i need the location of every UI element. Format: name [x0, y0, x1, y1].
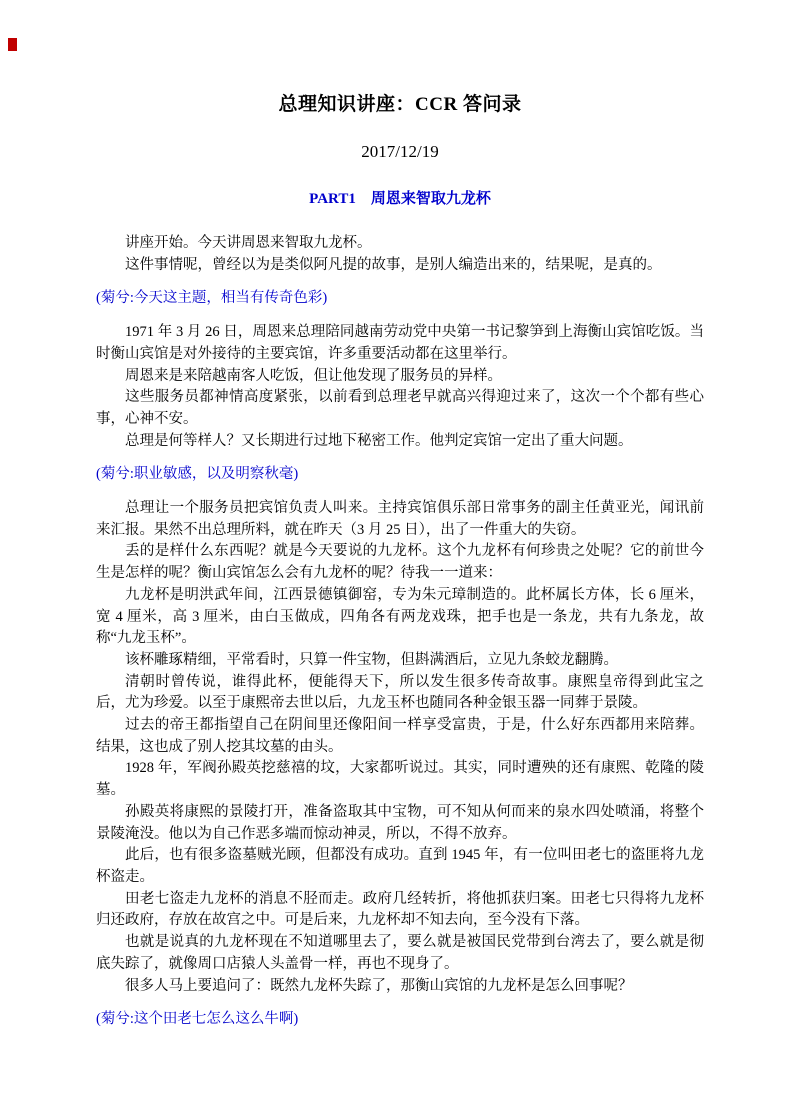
body-paragraph: 1971 年 3 月 26 日，周恩来总理陪同越南劳动党中央第一书记黎笋到上海衡山宾馆吃饭。当时衡山宾馆是对外接待的主要宾馆，许多重要活动都在这里举行。 [96, 324, 704, 362]
document-body [96, 233, 704, 1031]
body-paragraph: 田老七盗走九龙杯的消息不胫而走。政府几经转折，将他抓获归案。田老七只得将九龙杯归还政府，存放在故宫之中。可是后来，九龙杯却不知去向，至今没有下落。 [96, 890, 704, 929]
annotation-note: (菊兮:这个田老七怎么这么牛啊) [96, 1011, 299, 1028]
body-paragraph: 也就是说真的九龙杯现在不知道哪里去了，要么就是被国民党带到台湾去了，要么就是彻底失踪了，就像周口店猿人头盖骨一样，再也不现身了。 [96, 934, 704, 972]
body-paragraph: 这些服务员都神情高度紧张，以前看到总理老早就高兴得迎过来了，这次一个个都有些心事，心神不安。 [96, 389, 704, 427]
body-paragraph: 周恩来是来陪越南客人吃饭，但让他发现了服务员的异样。 [125, 367, 502, 384]
body-paragraph: 这件事情呢，曾经以为是类似阿凡提的故事，是别人编造出来的，结果呢，是真的。 [125, 256, 662, 273]
body-paragraph: 讲座开始。今天讲周恩来智取九龙杯。 [125, 235, 372, 251]
body-paragraph: 九龙杯是明洪武年间，江西景德镇御窑，专为朱元璋制造的。此杯属长方体，长 6 厘米，宽 4 厘米，高 3 厘米，由白玉做成，四角各有两龙戏珠，把手也是一条龙，共有九条龙，故称“九龙玉杯”。 [96, 586, 704, 647]
document-date: 2017/12/19 [361, 142, 439, 161]
body-paragraph: 该杯雕琢精细，平常看时，只算一件宝物，但斟满酒后，立见九条蛟龙翻腾。 [125, 651, 618, 668]
section-heading-part1: PART1 周恩来智取九龙杯 [309, 191, 491, 207]
body-paragraph: 很多人马上要追问了：既然九龙杯失踪了，那衡山宾馆的九龙杯是怎么回事呢？ [125, 977, 633, 994]
body-paragraph: 总理让一个服务员把宾馆负责人叫来。主持宾馆俱乐部日常事务的副主任黄亚光，闻讯前来汇报。果然不出总理所料，就在昨天（3 月 25 日），出了一件重大的失窃。 [96, 500, 704, 538]
body-paragraph: 过去的帝王都指望自己在阴间里还像阳间一样享受富贵，于是，什么好东西都用来陪葬。结果，这也成了别人挖其坟墓的由头。 [96, 717, 704, 755]
red-marker [8, 38, 17, 51]
body-paragraph: 清朝时曾传说，谁得此杯，便能得天下，所以发生很多传奇故事。康熙皇帝得到此宝之后，尤为珍爱。以至于康熙帝去世以后，九龙玉杯也随同各种金银玉器一同葬于景陵。 [96, 673, 704, 712]
body-paragraph: 丢的是样什么东西呢？就是今天要说的九龙杯。这个九龙杯有何珍贵之处呢？它的前世今生是怎样的呢？衡山宾馆怎么会有九龙杯的呢？待我一一道来： [96, 543, 704, 582]
annotation-note: (菊兮:职业敏感，以及明察秋毫) [96, 466, 299, 483]
body-paragraph: 此后，也有很多盗墓贼光顾，但都没有成功。直到 1945 年，有一位叫田老七的盗匪将九龙杯盗走。 [96, 847, 704, 885]
body-paragraph: 总理是何等样人？又长期进行过地下秘密工作。他判定宾馆一定出了重大问题。 [125, 432, 633, 449]
body-paragraph: 孙殿英将康熙的景陵打开，准备盗取其中宝物，可不知从何而来的泉水四处喷涌，将整个景陵淹没。他以为自己作恶多端而惊动神灵，所以，不得不放弃。 [96, 803, 704, 842]
body-paragraph: 1928 年，军阀孙殿英挖慈禧的坟，大家都听说过。其实，同时遭殃的还有康熙、乾隆的陵墓。 [96, 760, 704, 799]
document-title: 总理知识讲座：CCR 答问录 [278, 94, 522, 115]
annotation-note: (菊兮:今天这主题，相当有传奇色彩) [96, 290, 328, 307]
